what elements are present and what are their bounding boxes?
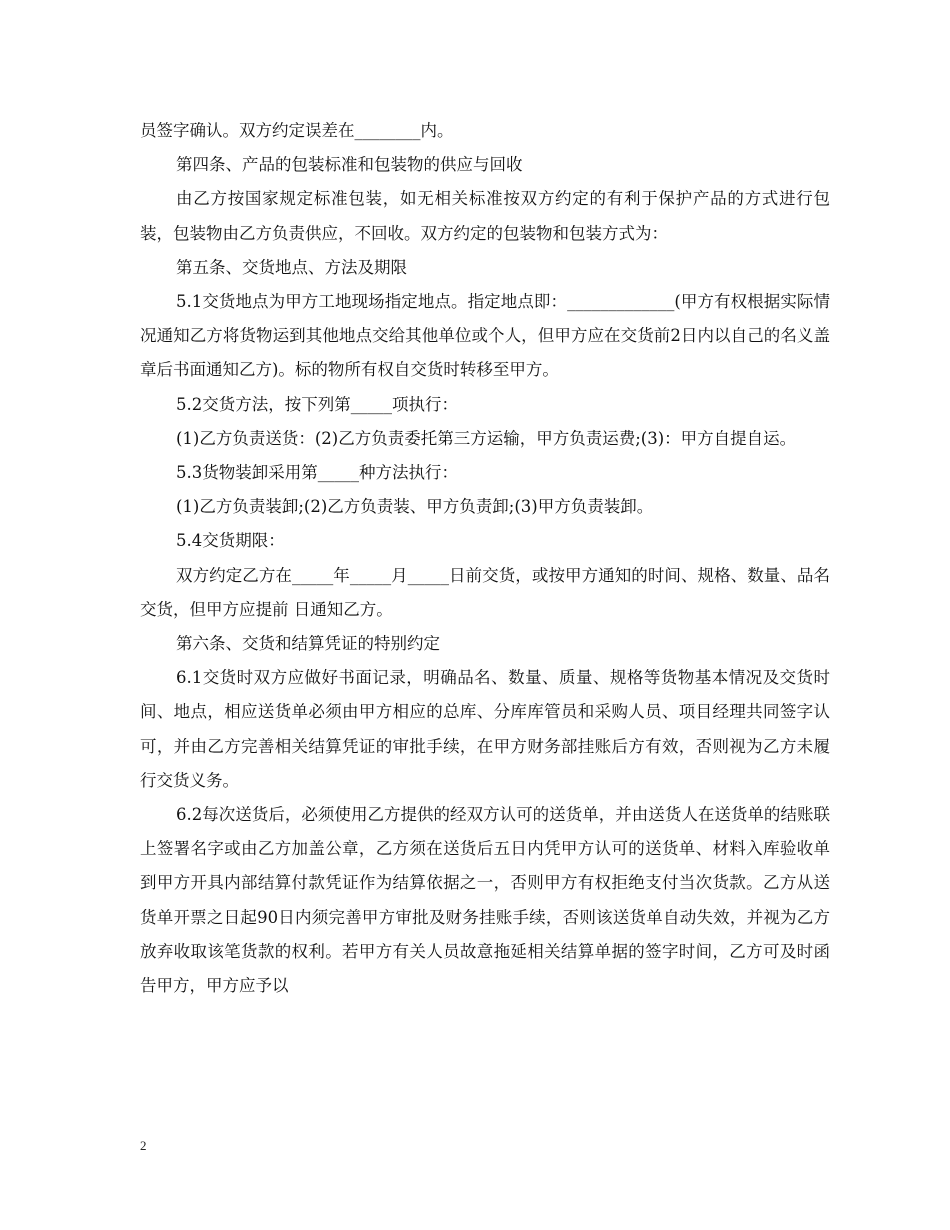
paragraph: 5.1交货地点为甲方工地现场指定地点。指定地点即：_____________(甲方有权根据实际情况通知乙方将货物运到其他地点交给其他单位或个人，但甲方应在交货前2日内以自己的名义盖章后书面通知乙方)。标的物所有权自交货时转移至甲方。 [140, 292, 830, 380]
page-number: 2 [140, 1138, 147, 1153]
paragraph: 双方约定乙方在_____年_____月_____日前交货，或按甲方通知的时间、规格、数量、品名交货，但甲方应提前 日通知乙方。 [140, 565, 830, 619]
paragraph: 员签字确认。双方约定误差在________内。 [140, 121, 454, 140]
paragraph: 5.3货物装卸采用第_____种方法执行： [176, 463, 458, 483]
paragraph: (1)乙方负责送货：(2)乙方负责委托第三方运输，甲方负责运费;(3)：甲方自提自运。 [176, 428, 797, 448]
paragraph: 5.2交货方法，按下列第_____项执行： [176, 394, 458, 414]
paragraph: 5.4交货期限： [176, 531, 285, 551]
paragraph: 第五条、交货地点、方法及期限 [176, 257, 407, 277]
paragraph: 6.1交货时双方应做好书面记录，明确品名、数量、质量、规格等货物基本情况及交货时间、地点，相应送货单必须由甲方相应的总库、分库库管员和采购人员、项目经理共同签字认可，并由乙方完善相关结算凭证的审批手续，在甲方财务部挂账后方有效，否则视为乙方未履行交货义务。 [140, 668, 830, 790]
paragraph: 由乙方按国家规定标准包装，如无相关标准按双方约定的有利于保护产品的方式进行包装，包装物由乙方负责供应，不回收。双方约定的包装物和包装方式为： [140, 189, 830, 243]
paragraph: 第四条、产品的包装标准和包装物的供应与回收 [176, 155, 523, 175]
paragraph: 第六条、交货和结算凭证的特别约定 [176, 634, 440, 654]
document-body [140, 114, 830, 1003]
paragraph: 6.2每次送货后，必须使用乙方提供的经双方认可的送货单，并由送货人在送货单的结账联上签署名字或由乙方加盖公章，乙方须在送货后五日内凭甲方认可的送货单、材料入库验收单到甲方开具内部结算付款凭证作为结算依据之一，否则甲方有权拒绝支付当次货款。乙方从送货单开票之日起90日内须完善甲方审批及财务挂账手续，否则该送货单自动失效，并视为乙方放弃收取该笔货款的权利。若甲方有关人员故意拖延相关结算单据的签字时间，乙方可及时函告甲方，甲方应予以 [140, 805, 830, 996]
paragraph: (1)乙方负责装卸;(2)乙方负责装、甲方负责卸;(3)甲方负责装卸。 [176, 497, 654, 517]
